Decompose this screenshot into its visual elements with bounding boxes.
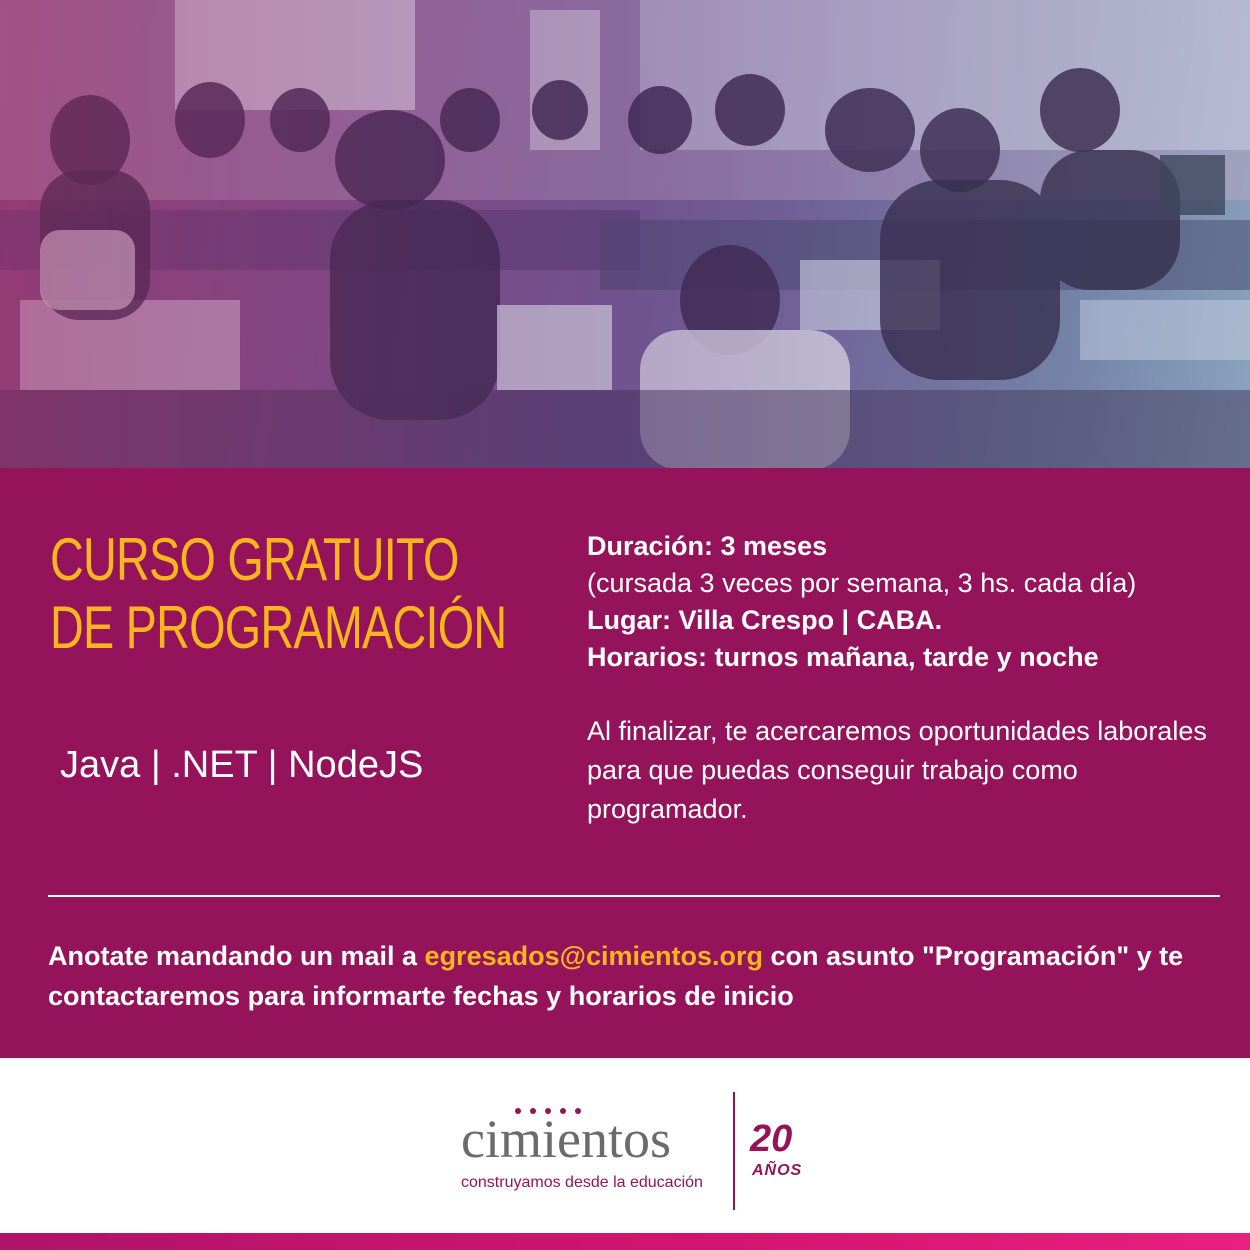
schedule-note: (cursada 3 veces por semana, 3 hs. cada día) bbox=[587, 568, 1137, 598]
footer bbox=[0, 1058, 1250, 1250]
signup-email-link[interactable]: egresados@cimientos.org bbox=[424, 941, 763, 971]
divider bbox=[48, 895, 1220, 897]
logo-separator bbox=[733, 1092, 735, 1210]
signup-text bbox=[48, 936, 1228, 1016]
title-line-2: DE PROGRAMACIÓN bbox=[50, 594, 507, 661]
logo-tagline: construyamos desde la educación bbox=[461, 1174, 703, 1191]
signup-prefix: Anotate mandando un mail a bbox=[48, 941, 425, 971]
signup-suffix: con asunto "Programación" y te contactaremos para informarte fechas y horarios de inicio bbox=[48, 941, 1184, 1011]
logo-wordmark: cimientos bbox=[461, 1109, 671, 1169]
course-title bbox=[50, 526, 506, 662]
classroom-photo-icon bbox=[0, 0, 1250, 468]
anniversary-word: AÑOS bbox=[752, 1162, 803, 1179]
classroom-photo bbox=[0, 0, 1250, 468]
anniversary-number: 20 bbox=[750, 1118, 793, 1160]
hours: Horarios: turnos mañana, tarde y noche bbox=[587, 642, 1099, 672]
place: Lugar: Villa Crespo | CABA. bbox=[587, 605, 943, 635]
title-line-1: CURSO GRATUITO bbox=[50, 526, 459, 593]
bottom-color-bar bbox=[0, 1233, 1250, 1250]
closing-text: Al finalizar, te acercaremos oportunidades laborales para que puedas conseguir trabajo como programador. bbox=[587, 716, 1207, 824]
technologies: Java | .NET | NodeJS bbox=[60, 744, 424, 786]
info-panel bbox=[0, 468, 1250, 1058]
duration: Duración: 3 meses bbox=[587, 531, 828, 561]
course-details bbox=[587, 528, 1227, 676]
